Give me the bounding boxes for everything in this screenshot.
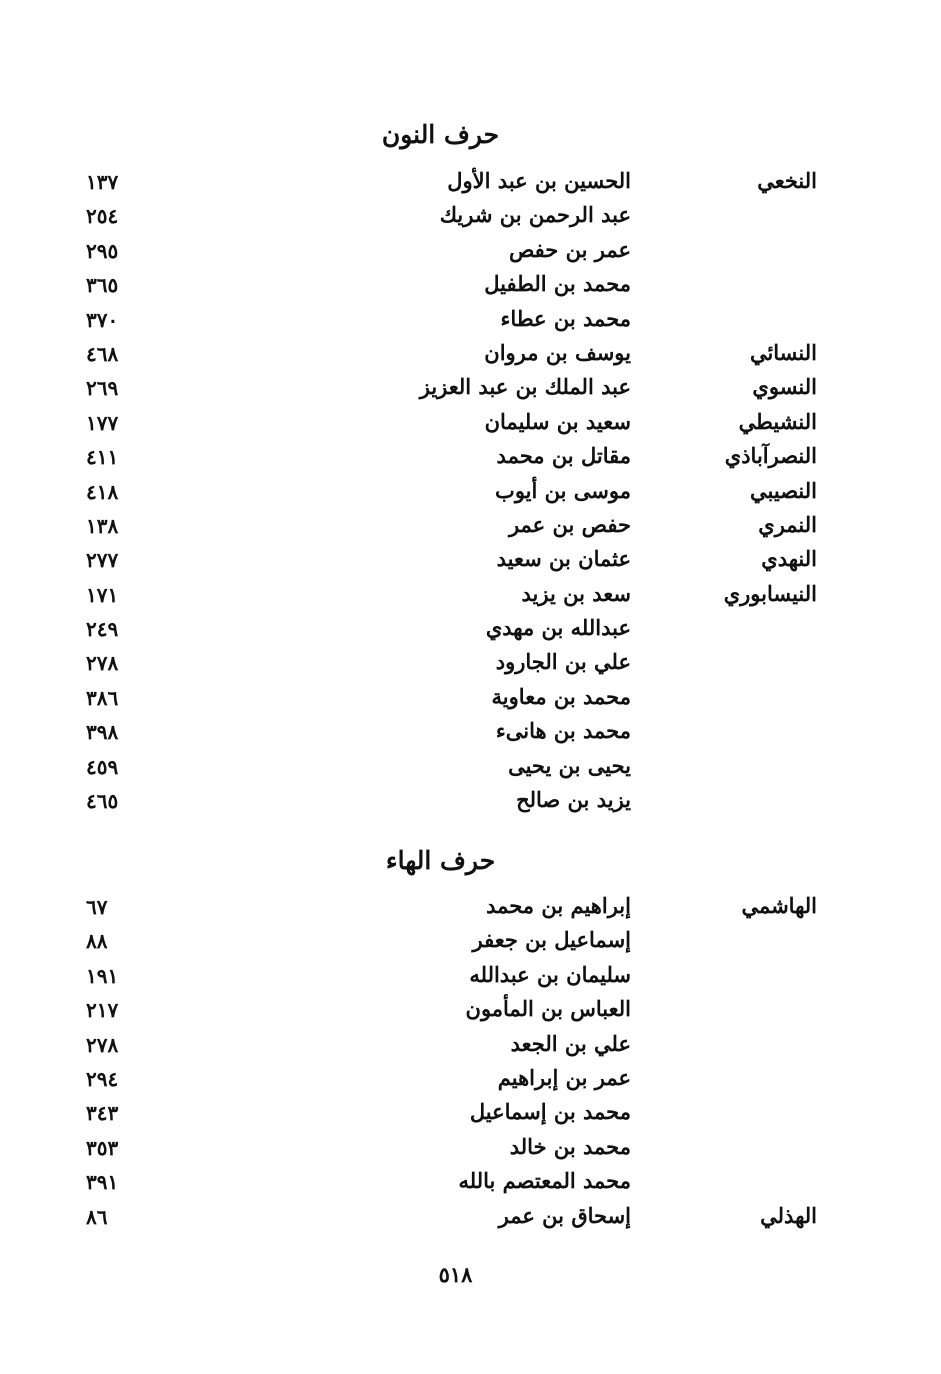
index-entry-row: [0, 338, 941, 372]
index-entry-row: [0, 613, 941, 647]
entry-nisba: الهذلي: [760, 1202, 817, 1228]
entry-nisba: النمري: [758, 511, 817, 537]
index-entry-row: [0, 372, 941, 406]
entry-name: محمد بن معاوية: [491, 683, 631, 709]
entry-name: إبراهيم بن محمد: [486, 893, 631, 918]
entry-name: عبد الملك بن عبد العزيز: [419, 374, 631, 400]
index-entry-row: [0, 510, 941, 544]
entry-page-number: ٨٨: [86, 929, 108, 954]
entry-page-number: ٢٩٥: [86, 238, 119, 263]
section-ha-rows: [0, 891, 941, 1235]
index-entry-row: [0, 682, 941, 716]
index-entry-row: [0, 1029, 941, 1063]
index-entry-row: [0, 751, 941, 785]
index-entry-row: [0, 441, 941, 475]
entry-name: سعد بن يزيد: [521, 580, 631, 606]
entry-name: سليمان بن عبدالله: [469, 961, 631, 987]
index-entry-row: [0, 1097, 941, 1131]
entry-page-number: ٢١٧: [86, 998, 119, 1023]
entry-page-number: ٢٥٤: [86, 204, 119, 229]
entry-page-number: ٢٧٨: [86, 1032, 119, 1057]
index-entry-row: [0, 925, 941, 959]
entry-name: يزيد بن صالح: [516, 787, 631, 813]
entry-name: عمر بن حفص: [508, 236, 631, 262]
page-number: ٥١٨: [438, 1262, 473, 1287]
index-entry-row: [0, 579, 941, 613]
entry-page-number: ١٩١: [86, 963, 119, 988]
entry-name: عثمان بن سعيد: [496, 546, 631, 572]
section-title-nun: حرف النون: [381, 120, 500, 149]
entry-name: حفص بن عمر: [508, 511, 631, 537]
entry-page-number: ١٣٨: [86, 513, 119, 538]
entry-name: العباس بن المأمون: [465, 996, 631, 1022]
entry-name: الحسين بن عبد الأول: [447, 168, 631, 193]
section-title-ha: حرف الهاء: [385, 846, 496, 875]
entry-name: محمد المعتصم بالله: [458, 1168, 631, 1194]
entry-name: سعيد بن سليمان: [484, 408, 631, 434]
index-entry-row: [0, 716, 941, 750]
index-entry-row: [0, 960, 941, 994]
index-entry-row: [0, 269, 941, 303]
entry-name: علي بن الجارود: [495, 649, 631, 675]
entry-name: إسماعيل بن جعفر: [472, 927, 631, 953]
index-entry-row: [0, 407, 941, 441]
index-entry-row: [0, 1063, 941, 1097]
entry-name: يوسف بن مروان: [484, 339, 631, 365]
entry-page-number: ٣٤٣: [86, 1101, 119, 1126]
index-entry-row: [0, 476, 941, 510]
index-entry-row: [0, 1201, 941, 1235]
entry-page-number: ٣٩١: [86, 1170, 119, 1195]
entry-page-number: ٣٨٦: [86, 685, 119, 710]
index-entry-row: [0, 647, 941, 681]
entry-page-number: ٤٦٨: [86, 341, 119, 366]
entry-page-number: ٣٩٨: [86, 720, 119, 745]
entry-name: محمد بن خالد: [509, 1133, 631, 1159]
index-entry-row: [0, 1166, 941, 1200]
entry-page-number: ٣٧٠: [86, 307, 119, 332]
entry-nisba: النشيطي: [738, 408, 817, 434]
entry-name: محمد بن إسماعيل: [469, 1099, 631, 1125]
entry-page-number: ٢٦٩: [86, 376, 119, 401]
index-entry-row: [0, 544, 941, 578]
entry-page-number: ٦٧: [86, 895, 108, 919]
entry-nisba: النيسابوري: [723, 580, 817, 606]
entry-name: عمر بن إبراهيم: [497, 1064, 631, 1090]
index-entry-row: [0, 235, 941, 269]
entry-page-number: ١٣٧: [86, 170, 119, 194]
entry-page-number: ٢٩٤: [86, 1066, 119, 1091]
entry-page-number: ٣٦٥: [86, 273, 119, 298]
entry-name: يحيى بن يحيى: [508, 752, 631, 778]
section-nun-rows: [0, 166, 941, 819]
entry-page-number: ٤١١: [86, 445, 119, 470]
entry-name: محمد بن عطاء: [500, 305, 631, 331]
entry-nisba: النصيبي: [750, 477, 817, 503]
entry-page-number: ١٧١: [86, 582, 119, 607]
entry-name: موسى بن أيوب: [495, 477, 631, 503]
entry-nisba: النهدي: [761, 546, 817, 572]
entry-nisba: النخعي: [757, 168, 817, 193]
entry-name: محمد بن الطفيل: [484, 271, 631, 297]
entry-nisba: النصرآباذي: [724, 443, 817, 469]
entry-nisba: الهاشمي: [741, 893, 817, 918]
entry-name: علي بن الجعد: [510, 1030, 631, 1056]
entry-nisba: النسوي: [752, 374, 817, 400]
entry-name: عبد الرحمن بن شريك: [439, 202, 631, 228]
entry-page-number: ١٧٧: [86, 410, 119, 435]
entry-name: محمد بن هانىء: [495, 718, 631, 744]
index-entry-row: [0, 994, 941, 1028]
index-entry-row: [0, 1132, 941, 1166]
index-entry-row: [0, 304, 941, 338]
entry-name: عبدالله بن مهدي: [485, 615, 631, 641]
entry-page-number: ٢٧٨: [86, 651, 119, 676]
entry-page-number: ٤٦٥: [86, 789, 119, 814]
entry-page-number: ٢٧٧: [86, 548, 119, 573]
entry-page-number: ٤١٨: [86, 479, 119, 504]
entry-page-number: ٨٦: [86, 1204, 108, 1229]
entry-page-number: ٢٤٩: [86, 617, 119, 642]
entry-nisba: النسائي: [749, 339, 817, 365]
entry-page-number: ٣٥٣: [86, 1135, 119, 1160]
entry-name: إسحاق بن عمر: [498, 1202, 631, 1228]
entry-name: مقاتل بن محمد: [496, 443, 631, 469]
index-entry-row: [0, 166, 941, 200]
index-entry-row: [0, 785, 941, 819]
entry-page-number: ٤٥٩: [86, 754, 119, 779]
index-entry-row: [0, 891, 941, 925]
index-entry-row: [0, 200, 941, 234]
